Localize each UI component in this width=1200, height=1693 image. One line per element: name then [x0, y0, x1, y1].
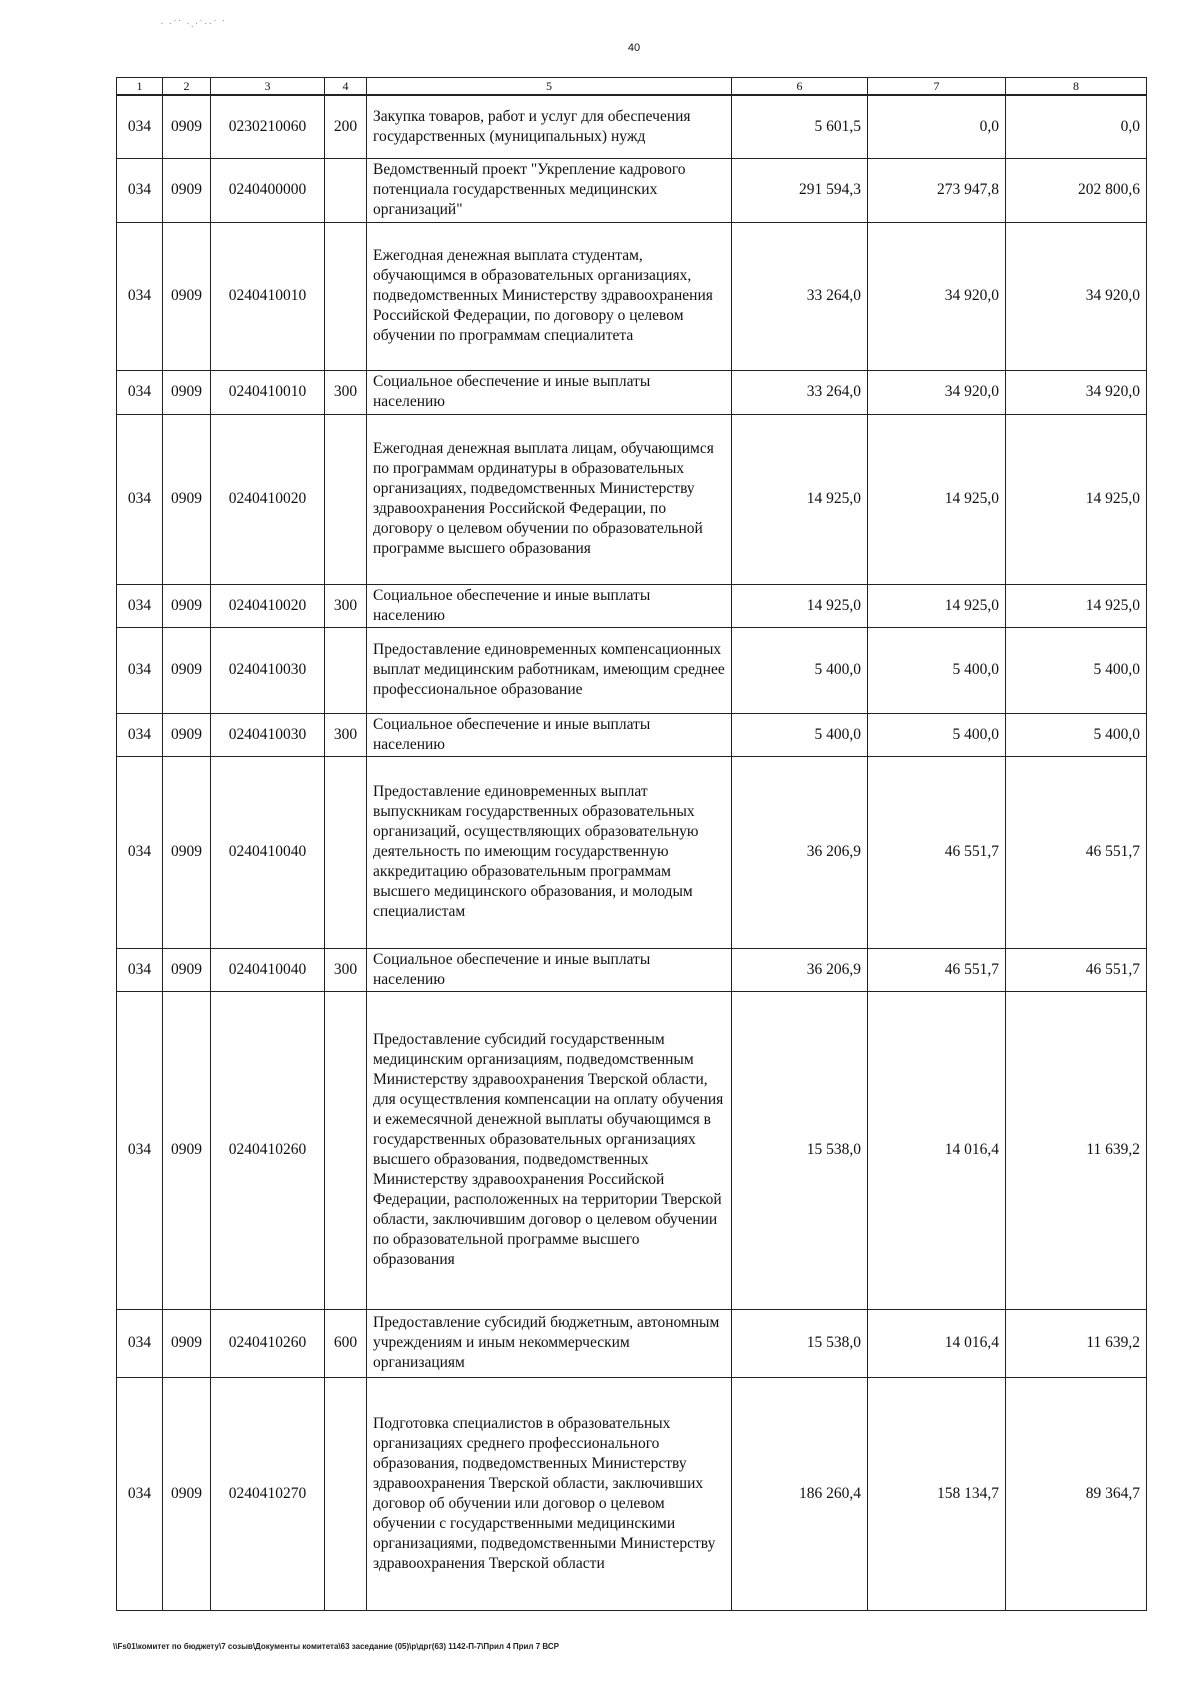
cell-target-code: 0240410040 — [211, 948, 325, 991]
cell-ministry-code: 034 — [117, 158, 163, 222]
cell-expense-type — [325, 414, 367, 584]
cell-amount-col6: 33 264,0 — [732, 370, 868, 414]
cell-description: Предоставление единовременных выплат выпускникам государственных образовательных организаций, осуществляющих образовательную деятельность по имеющим государственную аккредитацию образовательным программам высшего медицинского образования, и молодым специалистам — [367, 756, 732, 948]
table-header-row — [117, 78, 1147, 96]
table-row — [117, 948, 1147, 991]
column-header: 7 — [868, 78, 1006, 96]
cell-expense-type: 300 — [325, 370, 367, 414]
cell-amount-col6: 36 206,9 — [732, 756, 868, 948]
cell-target-code: 0240400000 — [211, 158, 325, 222]
cell-description: Ежегодная денежная выплата лицам, обучающимся по программам ординатуры в образовательных организациях, подведомственных Министерству здравоохранения Российской Федерации, по договору о целевом обучении по образовательной программе высшего образования — [367, 414, 732, 584]
column-header: 6 — [732, 78, 868, 96]
cell-amount-col6: 291 594,3 — [732, 158, 868, 222]
cell-amount-col7: 158 134,7 — [868, 1377, 1006, 1610]
cell-amount-col6: 14 925,0 — [732, 414, 868, 584]
table-row — [117, 370, 1147, 414]
cell-target-code: 0240410020 — [211, 414, 325, 584]
cell-amount-col8: 11 639,2 — [1006, 991, 1147, 1309]
cell-expense-type — [325, 756, 367, 948]
column-header: 8 — [1006, 78, 1147, 96]
cell-ministry-code: 034 — [117, 584, 163, 627]
cell-target-code: 0240410260 — [211, 1309, 325, 1377]
cell-ministry-code: 034 — [117, 1309, 163, 1377]
cell-amount-col8: 11 639,2 — [1006, 1309, 1147, 1377]
cell-amount-col6: 36 206,9 — [732, 948, 868, 991]
column-header: 2 — [163, 78, 211, 96]
cell-description: Социальное обеспечение и иные выплаты населению — [367, 584, 732, 627]
column-header: 4 — [325, 78, 367, 96]
cell-ministry-code: 034 — [117, 948, 163, 991]
cell-description: Социальное обеспечение и иные выплаты населению — [367, 370, 732, 414]
table-row — [117, 414, 1147, 584]
cell-section-code: 0909 — [163, 627, 211, 713]
cell-description: Социальное обеспечение и иные выплаты населению — [367, 713, 732, 756]
cell-expense-type — [325, 991, 367, 1309]
cell-amount-col8: 89 364,7 — [1006, 1377, 1147, 1610]
cell-amount-col7: 34 920,0 — [868, 222, 1006, 370]
cell-description: Закупка товаров, работ и услуг для обеспечения государственных (муниципальных) нужд — [367, 95, 732, 158]
table-row — [117, 222, 1147, 370]
cell-amount-col7: 34 920,0 — [868, 370, 1006, 414]
table-row — [117, 1309, 1147, 1377]
cell-amount-col7: 46 551,7 — [868, 948, 1006, 991]
cell-amount-col6: 33 264,0 — [732, 222, 868, 370]
table-row — [117, 1377, 1147, 1610]
cell-section-code: 0909 — [163, 584, 211, 627]
table-row — [117, 158, 1147, 222]
page-number: 40 — [627, 42, 641, 54]
cell-description: Ведомственный проект "Укрепление кадрового потенциала государственных медицинских организаций" — [367, 158, 732, 222]
cell-section-code: 0909 — [163, 222, 211, 370]
cell-amount-col7: 5 400,0 — [868, 713, 1006, 756]
cell-expense-type — [325, 222, 367, 370]
cell-target-code: 0240410010 — [211, 370, 325, 414]
cell-description: Предоставление единовременных компенсационных выплат медицинским работникам, имеющим среднее профессиональное образование — [367, 627, 732, 713]
cell-ministry-code: 034 — [117, 756, 163, 948]
cell-ministry-code: 034 — [117, 370, 163, 414]
cell-expense-type — [325, 1377, 367, 1610]
cell-ministry-code: 034 — [117, 414, 163, 584]
cell-amount-col8: 5 400,0 — [1006, 713, 1147, 756]
cell-target-code: 0240410020 — [211, 584, 325, 627]
table-row — [117, 713, 1147, 756]
cell-amount-col8: 14 925,0 — [1006, 414, 1147, 584]
budget-table — [116, 77, 1147, 1611]
table-row — [117, 95, 1147, 158]
cell-section-code: 0909 — [163, 991, 211, 1309]
cell-ministry-code: 034 — [117, 627, 163, 713]
cell-amount-col7: 273 947,8 — [868, 158, 1006, 222]
scan-artifact: · ·˙˙ ·.·˙··˙ ˙ — [160, 18, 227, 30]
cell-amount-col8: 46 551,7 — [1006, 948, 1147, 991]
table-row — [117, 756, 1147, 948]
cell-section-code: 0909 — [163, 756, 211, 948]
cell-description: Предоставление субсидий государственным медицинским организациям, подведомственным Министерству здравоохранения Тверской области, для осуществления компенсации на оплату обучения и ежемесячной денежной выплаты обучающимся в государственных образовательных организациях высшего образования, подведомственных Министерству здравоохранения Российской Федерации, расположенных на территории Тверской области, заключившим договор о целевом обучении по образовательной программе высшего образования — [367, 991, 732, 1309]
table-row — [117, 584, 1147, 627]
cell-amount-col8: 5 400,0 — [1006, 627, 1147, 713]
column-header: 1 — [117, 78, 163, 96]
cell-amount-col6: 5 400,0 — [732, 627, 868, 713]
cell-target-code: 0240410030 — [211, 627, 325, 713]
cell-amount-col7: 5 400,0 — [868, 627, 1006, 713]
cell-target-code: 0240410030 — [211, 713, 325, 756]
cell-section-code: 0909 — [163, 414, 211, 584]
cell-section-code: 0909 — [163, 713, 211, 756]
cell-ministry-code: 034 — [117, 222, 163, 370]
cell-section-code: 0909 — [163, 370, 211, 414]
cell-description: Подготовка специалистов в образовательных организациях среднего профессионального образования, подведомственных Министерству здравоохранения Тверской области, заключивших договор об обучении или договор о целевом обучении с государственными медицинскими организациями, подведомственными Министерству здравоохранения Тверской области — [367, 1377, 732, 1610]
cell-section-code: 0909 — [163, 158, 211, 222]
cell-expense-type — [325, 158, 367, 222]
cell-amount-col6: 5 601,5 — [732, 95, 868, 158]
cell-amount-col8: 34 920,0 — [1006, 370, 1147, 414]
cell-section-code: 0909 — [163, 948, 211, 991]
cell-ministry-code: 034 — [117, 713, 163, 756]
cell-section-code: 0909 — [163, 95, 211, 158]
cell-amount-col7: 0,0 — [868, 95, 1006, 158]
cell-target-code: 0230210060 — [211, 95, 325, 158]
table-row — [117, 991, 1147, 1309]
cell-amount-col8: 0,0 — [1006, 95, 1147, 158]
cell-amount-col7: 14 925,0 — [868, 584, 1006, 627]
cell-amount-col8: 202 800,6 — [1006, 158, 1147, 222]
cell-amount-col7: 14 016,4 — [868, 991, 1006, 1309]
column-header: 5 — [367, 78, 732, 96]
cell-expense-type: 300 — [325, 948, 367, 991]
cell-expense-type: 300 — [325, 584, 367, 627]
column-header: 3 — [211, 78, 325, 96]
cell-section-code: 0909 — [163, 1377, 211, 1610]
cell-ministry-code: 034 — [117, 991, 163, 1309]
cell-ministry-code: 034 — [117, 1377, 163, 1610]
cell-description: Социальное обеспечение и иные выплаты населению — [367, 948, 732, 991]
cell-description: Ежегодная денежная выплата студентам, обучающимся в образовательных организациях, подведомственных Министерству здравоохранения Российской Федерации, по договору о целевом обучении по программам специалитета — [367, 222, 732, 370]
cell-amount-col6: 15 538,0 — [732, 991, 868, 1309]
cell-expense-type — [325, 627, 367, 713]
cell-amount-col6: 15 538,0 — [732, 1309, 868, 1377]
cell-expense-type: 600 — [325, 1309, 367, 1377]
cell-target-code: 0240410010 — [211, 222, 325, 370]
cell-target-code: 0240410040 — [211, 756, 325, 948]
cell-amount-col6: 186 260,4 — [732, 1377, 868, 1610]
cell-amount-col8: 14 925,0 — [1006, 584, 1147, 627]
cell-ministry-code: 034 — [117, 95, 163, 158]
cell-amount-col6: 14 925,0 — [732, 584, 868, 627]
cell-amount-col7: 14 016,4 — [868, 1309, 1006, 1377]
file-path-footer: \\Fs01\комитет по бюджету\7 созыв\Документы комитета\63 заседание (05)\р\дрг(63) 1142-П-7\Прил 4 Прил 7 ВСР — [113, 1642, 559, 1651]
cell-amount-col8: 46 551,7 — [1006, 756, 1147, 948]
cell-target-code: 0240410270 — [211, 1377, 325, 1610]
cell-amount-col7: 14 925,0 — [868, 414, 1006, 584]
cell-amount-col7: 46 551,7 — [868, 756, 1006, 948]
table-row — [117, 627, 1147, 713]
cell-amount-col8: 34 920,0 — [1006, 222, 1147, 370]
cell-amount-col6: 5 400,0 — [732, 713, 868, 756]
cell-expense-type: 200 — [325, 95, 367, 158]
cell-section-code: 0909 — [163, 1309, 211, 1377]
cell-description: Предоставление субсидий бюджетным, автономным учреждениям и иным некоммерческим организациям — [367, 1309, 732, 1377]
cell-target-code: 0240410260 — [211, 991, 325, 1309]
cell-expense-type: 300 — [325, 713, 367, 756]
